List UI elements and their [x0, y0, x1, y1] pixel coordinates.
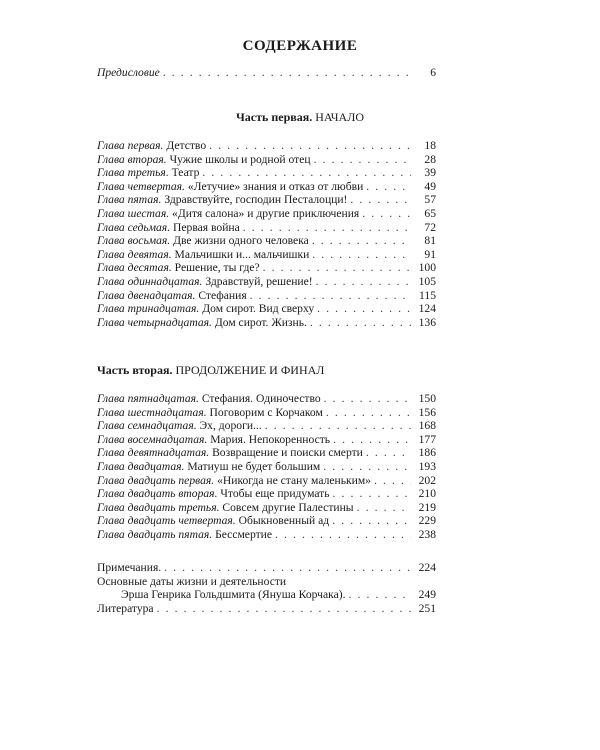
- toc-row-page: 202: [418, 473, 436, 487]
- chapter-title: Поговорим с Корчаком: [209, 405, 323, 419]
- toc-row-page: 115: [419, 288, 436, 302]
- toc-row-page: 229: [418, 514, 436, 528]
- toc-row-label: [97, 302, 314, 316]
- toc-row-page: 177: [418, 432, 436, 446]
- dot-leader: [243, 221, 411, 235]
- toc-row-label: [97, 528, 272, 542]
- toc-row-label: [97, 234, 309, 248]
- dot-leader: [263, 261, 411, 275]
- page-title: СОДЕРЖАНИЕ: [242, 38, 358, 54]
- toc-row-label: [97, 316, 307, 330]
- toc-row-chapter[interactable]: [97, 474, 436, 488]
- preface-section: [97, 66, 436, 80]
- toc-row-notes[interactable]: [97, 561, 436, 575]
- toc-row-page: 39: [424, 166, 436, 180]
- chapter-title: Первая война: [173, 220, 240, 234]
- chapter-number: Глава вторая.: [97, 152, 167, 166]
- dot-leader: [350, 193, 411, 207]
- toc-row-page: 210: [418, 487, 436, 501]
- toc-row-page: 81: [424, 234, 436, 248]
- dot-leader: [323, 460, 411, 474]
- toc-row-label: [97, 289, 247, 303]
- chapter-number: Глава четырнадцатая.: [97, 315, 212, 329]
- part2-heading: [97, 363, 324, 377]
- toc-row-page: 219: [418, 500, 436, 514]
- toc-row-chapter[interactable]: [97, 316, 436, 330]
- part1-heading-name: НАЧАЛО: [315, 110, 365, 124]
- toc-row-chapter[interactable]: [97, 487, 436, 501]
- toc-row-preface[interactable]: [97, 66, 436, 80]
- toc-row-label: [97, 248, 309, 262]
- dot-leader: [164, 561, 411, 575]
- chapter-number: Глава одиннадцатая.: [97, 274, 203, 288]
- toc-row-label: [97, 501, 354, 515]
- part2-chapter-list: [97, 392, 436, 542]
- toc-row-page: 18: [424, 139, 436, 152]
- toc-row-page: 238: [418, 527, 436, 541]
- toc-row-page: 6: [430, 66, 436, 79]
- toc-row-chapter[interactable]: [97, 289, 436, 303]
- toc-row-chapter[interactable]: [97, 193, 436, 207]
- toc-row-label: [97, 433, 330, 447]
- toc-row-page: 57: [424, 193, 436, 207]
- chapter-number: Глава четвертая.: [97, 179, 185, 193]
- chapter-number: Глава шестая.: [97, 206, 170, 220]
- toc-row-page: 136: [418, 315, 436, 329]
- chapter-title: Чтобы еще придумать: [220, 487, 330, 501]
- dot-leader: [317, 302, 411, 316]
- chapter-title: Эх, дороги...: [199, 419, 262, 433]
- toc-row-chapter[interactable]: [97, 180, 436, 194]
- toc-row-chapter[interactable]: [97, 501, 436, 515]
- chapter-title: Мария. Непокоренность: [210, 432, 331, 446]
- toc-row-page: 251: [418, 601, 436, 615]
- chapter-number: Глава двенадцатая.: [97, 288, 196, 302]
- chapter-number: Глава третья.: [97, 166, 169, 180]
- chapter-title: Здравствуйте, господин Песталоцци!: [164, 193, 348, 207]
- chapter-number: Глава восьмая.: [97, 234, 171, 248]
- chapter-number: Глава семнадцатая.: [97, 419, 197, 433]
- chapter-title: Детство: [166, 139, 207, 152]
- toc-row-chapter[interactable]: [97, 406, 436, 420]
- dot-leader: [333, 487, 411, 501]
- toc-row-page: 91: [424, 247, 436, 261]
- toc-row-chapter[interactable]: [97, 392, 436, 406]
- dot-leader: [357, 501, 411, 515]
- toc-row-page: 105: [418, 274, 436, 288]
- toc-row-page: 72: [424, 220, 436, 234]
- chapter-title: Чужие школы и родной отец: [169, 152, 311, 166]
- chapter-title: Театр: [171, 166, 200, 180]
- chapter-title: Матиуш не будет большим: [187, 459, 321, 473]
- toc-row-label: Литература: [97, 601, 154, 615]
- toc-row-label: Примечания.: [97, 561, 162, 574]
- toc-row-label: [97, 474, 371, 488]
- toc-row-label: [97, 446, 363, 460]
- chapter-number: Глава десятая.: [97, 261, 172, 275]
- dot-leader: [202, 166, 411, 180]
- toc-row-label: Предисловие: [97, 66, 160, 79]
- dot-leader: [250, 289, 411, 303]
- dot-leader: [333, 433, 411, 447]
- dot-leader: [209, 139, 411, 153]
- toc-row-literature[interactable]: [97, 602, 436, 616]
- chapter-title: Стефания: [198, 288, 247, 302]
- toc-row-label: [97, 221, 240, 235]
- toc-row-label: Эрша Генрика Гольдшмита (Януша Корчака).: [121, 588, 346, 602]
- dot-leader: [374, 474, 411, 488]
- back-matter: [97, 561, 436, 615]
- dot-leader: [366, 180, 411, 194]
- dot-leader: [324, 392, 411, 406]
- chapter-number: Глава пятнадцатая.: [97, 392, 199, 405]
- toc-row-page: 224: [418, 561, 436, 574]
- dot-leader: [348, 588, 411, 602]
- chapter-title: Мальчишки и... мальчишки: [174, 247, 310, 261]
- part2-heading-name: ПРОДОЛЖЕНИЕ И ФИНАЛ: [175, 363, 325, 377]
- toc-row-label: [97, 406, 323, 420]
- chapter-title: «Летучие» знания и отказ от любви: [187, 179, 364, 193]
- chapter-title: «Дитя салона» и другие приключения: [172, 206, 360, 220]
- toc-row-page: 186: [418, 446, 436, 460]
- dot-leader: [332, 514, 411, 528]
- toc-row-chapter[interactable]: [97, 207, 436, 221]
- dot-leader: [314, 153, 411, 167]
- part2-heading-bold: Часть вторая.: [97, 363, 173, 377]
- toc-row-chapter[interactable]: [97, 419, 436, 433]
- chapter-title: Решение, ты где?: [174, 261, 260, 275]
- chapter-number: Глава тринадцатая.: [97, 302, 200, 316]
- toc-row-label: [97, 139, 206, 153]
- chapter-title: Здравствуй, решение!: [205, 274, 313, 288]
- toc-row-label: [97, 460, 320, 474]
- chapter-number: Глава восемнадцатая.: [97, 432, 208, 446]
- toc-row-chapter[interactable]: [97, 514, 436, 528]
- toc-row-page: 156: [418, 405, 436, 419]
- toc-row-page: 28: [424, 152, 436, 166]
- toc-row-label: [97, 153, 311, 167]
- chapter-title: Две жизни одного человека: [173, 234, 309, 248]
- chapter-number: Глава девятнадцатая.: [97, 446, 210, 460]
- toc-row-page: 193: [418, 459, 436, 473]
- toc-row-label: [97, 392, 321, 406]
- toc-row-label: [97, 261, 260, 275]
- toc-row-dates[interactable]: [97, 588, 436, 602]
- toc-row-chapter[interactable]: [97, 528, 436, 542]
- dot-leader: [275, 528, 411, 542]
- dot-leader: [157, 602, 411, 616]
- dot-leader: [316, 275, 411, 289]
- toc-row-dates-heading: [97, 575, 436, 589]
- dot-leader: [163, 66, 411, 80]
- toc-row-label: [97, 275, 313, 289]
- toc-row-chapter[interactable]: [97, 139, 436, 153]
- part1-chapter-list: [97, 139, 436, 329]
- chapter-title: Дом сирот. Жизнь.: [214, 315, 307, 329]
- toc-row-page: 49: [424, 179, 436, 193]
- toc-row-chapter[interactable]: [97, 261, 436, 275]
- chapter-title: Дом сирот. Вид сверху: [202, 302, 315, 316]
- toc-row-chapter[interactable]: [97, 248, 436, 262]
- chapter-number: Глава двадцать четвертая.: [97, 514, 236, 528]
- chapter-number: Глава девятая.: [97, 247, 172, 261]
- toc-row-chapter[interactable]: [97, 433, 436, 447]
- chapter-number: Глава двадцать первая.: [97, 473, 215, 487]
- toc-row-chapter[interactable]: [97, 446, 436, 460]
- toc-row-label: [97, 193, 347, 207]
- chapter-number: Глава седьмая.: [97, 220, 171, 234]
- dot-leader: [362, 207, 411, 221]
- chapter-number: Глава двадцать третья.: [97, 500, 220, 514]
- toc-row-page: 150: [418, 392, 436, 405]
- dot-leader: [366, 446, 411, 460]
- chapter-title: «Никогда не стану маленьким»: [217, 473, 371, 487]
- toc-row-page: 124: [418, 302, 436, 316]
- dot-leader: [310, 316, 411, 330]
- chapter-title: Бессмертие: [215, 527, 273, 541]
- chapter-number: Глава двадцать вторая.: [97, 487, 218, 501]
- toc-row-chapter[interactable]: [97, 166, 436, 180]
- dot-leader: [312, 248, 411, 262]
- toc-row-chapter[interactable]: [97, 153, 436, 167]
- toc-row-page: 65: [424, 206, 436, 220]
- chapter-number: Глава шестнадцатая.: [97, 405, 207, 419]
- chapter-title: Стефания. Одиночество: [201, 392, 321, 405]
- chapter-title: Совсем другие Палестины: [222, 500, 354, 514]
- chapter-number: Глава двадцатая.: [97, 459, 185, 473]
- chapter-number: Глава двадцать пятая.: [97, 527, 213, 541]
- toc-row-label: Основные даты жизни и деятельности: [97, 574, 287, 588]
- toc-row-label: [97, 514, 329, 528]
- toc-row-label: [97, 180, 363, 194]
- part1-heading-bold: Часть первая.: [235, 110, 313, 124]
- chapter-number: Глава пятая.: [97, 193, 162, 207]
- dot-leader: [265, 419, 411, 433]
- toc-row-label: [97, 166, 199, 180]
- toc-row-chapter[interactable]: [97, 221, 436, 235]
- toc-row-label: [97, 419, 262, 433]
- toc-row-chapter[interactable]: [97, 275, 436, 289]
- toc-row-page: 168: [418, 419, 436, 433]
- chapter-title: Обыкновенный ад: [238, 514, 330, 528]
- toc-row-chapter[interactable]: [97, 234, 436, 248]
- toc-row-chapter[interactable]: [97, 460, 436, 474]
- dot-leader: [326, 406, 411, 420]
- toc-row-page: 249: [418, 588, 436, 602]
- toc-row-label: [97, 207, 359, 221]
- part1-heading: [0, 110, 600, 124]
- toc-row-label: [97, 487, 330, 501]
- toc-row-chapter[interactable]: [97, 302, 436, 316]
- toc-row-page: 100: [418, 261, 436, 275]
- chapter-number: Глава первая.: [97, 139, 164, 152]
- dot-leader: [312, 234, 411, 248]
- chapter-title: Возвращение и поиски смерти: [212, 446, 363, 460]
